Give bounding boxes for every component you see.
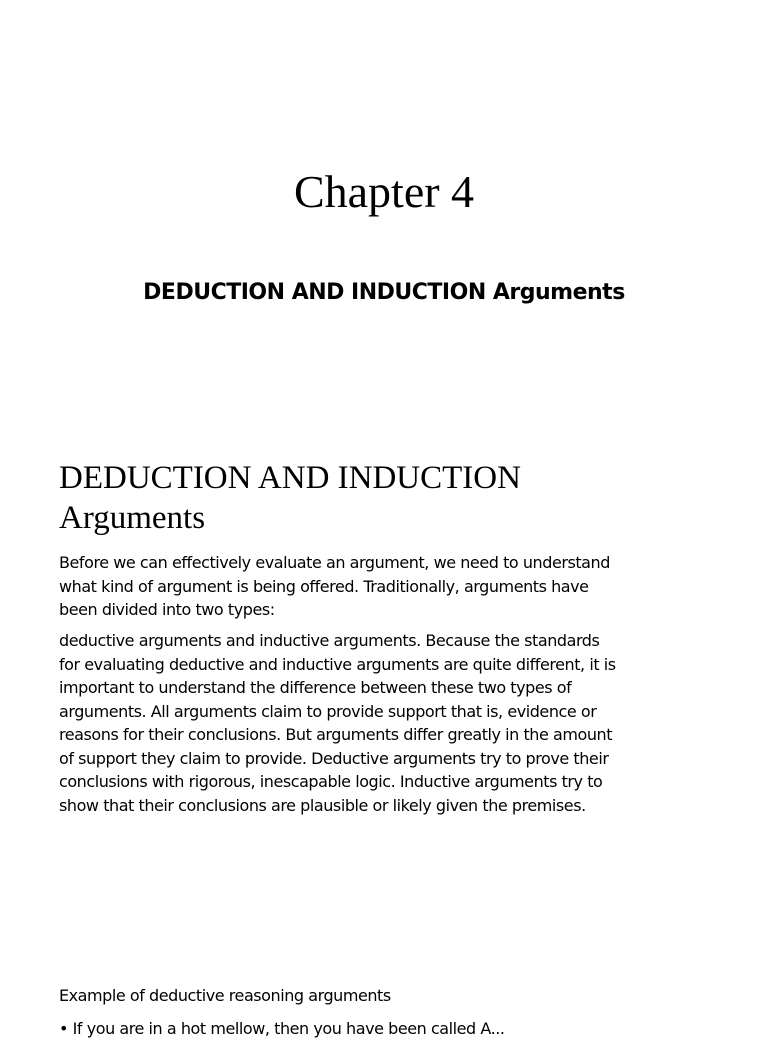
content-slide: [0, 400, 768, 960]
example-slide: [0, 960, 768, 1038]
example-heading: Example of deductive reasoning arguments: [59, 986, 391, 1005]
title-slide: [0, 0, 768, 400]
list-item: • If you are in a hot mellow, then you have been called A...: [59, 1019, 505, 1038]
section-heading: DEDUCTION AND INDUCTION Arguments: [59, 460, 521, 536]
chapter-subtitle: DEDUCTION AND INDUCTION Arguments: [143, 280, 625, 305]
body-paragraph: deductive arguments and inductive arguments. Because the standards for evaluating deductive and inductive arguments are quite different, it is important to understand the difference between these two types of arguments. All arguments claim to provide support that is, evidence or reasons for their conclusions. But arguments differ greatly in the amount of support they claim to provide. Deductive arguments try to prove their conclusions with rigorous, inescapable logic. Inductive arguments try to show that their conclusions are plausible or likely given the premises.: [59, 631, 616, 815]
chapter-title: Chapter 4: [293, 166, 475, 217]
intro-paragraph: Before we can effectively evaluate an argument, we need to understand what kind of argument is being offered. Traditionally, arguments have been divided into two types:: [59, 553, 610, 619]
